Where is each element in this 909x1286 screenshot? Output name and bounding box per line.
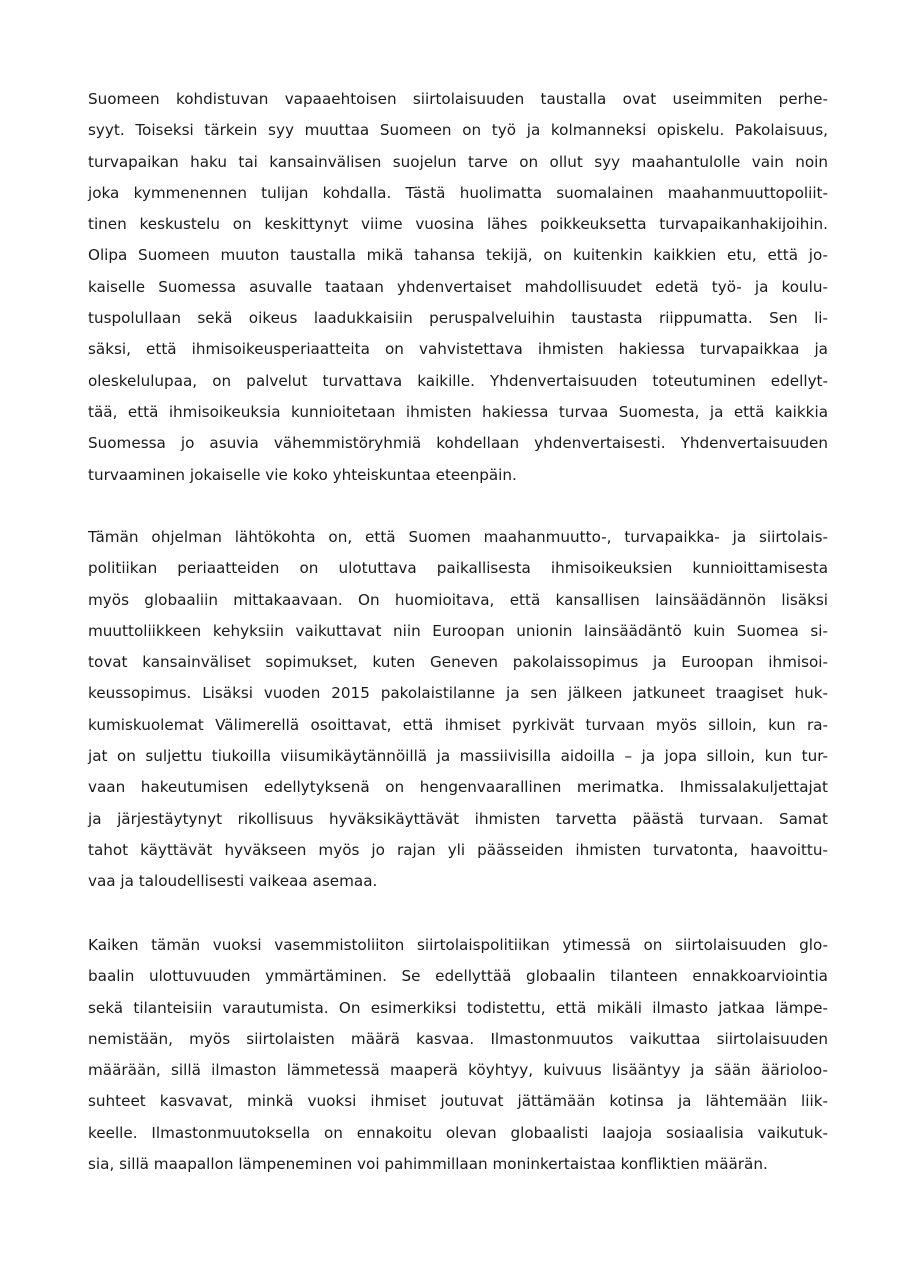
text-line: myös globaaliin mittakaavaan. On huomioitava, että kansallisen lainsäädännön lisäksi [88,590,828,609]
text-line: kumiskuolemat Välimerellä osoittavat, että ihmiset pyrkivät turvaan myös silloin, kun ra- [88,715,828,734]
text-line: määrään, sillä ilmaston lämmetessä maaperä köyhtyy, kuivuus lisääntyy ja sään äärioloo- [88,1061,828,1080]
text-line: sia, sillä maapallon lämpeneminen voi pahimmillaan moninkertaistaa konfliktien määrän. [88,1155,768,1174]
text-line: sekä tilanteisiin varautumista. On esimerkiksi todistettu, että mikäli ilmasto jatkaa lämpe- [88,998,828,1017]
text-line: ja järjestäytynyt rikollisuus hyväksikäyttävät ihmisten tarvetta päästä turvaan. Samat [88,809,828,828]
paragraph-3 [88,930,828,1180]
text-line: Tämän ohjelman lähtökohta on, että Suomen maahanmuutto-, turvapaikka- ja siirtolais- [88,528,828,546]
text-line: tää, että ihmisoikeuksia kunnioitetaan ihmisten hakiessa turvaa Suomesta, ja että kaikkia [88,402,828,421]
text-line: Olipa Suomeen muuton taustalla mikä tahansa tekijä, on kuitenkin kaikkien etu, että jo- [88,246,828,265]
text-line: Suomeen kohdistuvan vapaaehtoisen siirtolaisuuden taustalla ovat useimmiten perhe- [88,90,828,108]
text-line: Suomessa jo asuvia vähemmistöryhmiä kohdellaan yhdenvertaisesti. Yhdenvertaisuuden [88,434,828,453]
text-line: säksi, että ihmisoikeusperiaatteita on vahvistettava ihmisten hakiessa turvapaikkaa ja [88,340,828,359]
text-line: tuspolullaan sekä oikeus laadukkaisiin peruspalveluihin taustasta riippumatta. Sen li- [88,309,828,328]
text-line: tahot käyttävät hyväkseen myös jo rajan yli päässeiden ihmisten turvatonta, haavoittu- [88,840,828,859]
text-line: syyt. Toiseksi tärkein syy muuttaa Suomeen on työ ja kolmanneksi opiskelu. Pakolaisuus, [88,121,828,140]
text-line: keussopimus. Lisäksi vuoden 2015 pakolaistilanne ja sen jälkeen jatkuneet traagiset huk- [88,684,828,703]
text-line: jat on suljettu tiukoilla viisumikäytännöillä ja massiivisilla aidoilla – ja jopa silloin, kun tur- [88,747,828,766]
text-line: Kaiken tämän vuoksi vasemmistoliiton siirtolaispolitiikan ytimessä on siirtolaisuuden glo- [88,936,828,954]
paragraph-2 [88,522,828,898]
text-line: politiikan periaatteiden on ulotuttava paikallisesta ihmisoikeuksien kunnioittamisesta [88,559,828,578]
text-line: joka kymmenennen tulijan kohdalla. Tästä huolimatta suomalainen maahanmuuttopoliit- [88,183,828,202]
text-line: vaan hakeutumisen edellytyksenä on hengenvaarallinen merimatka. Ihmissalakuljettajat [88,778,828,797]
text-line: nemistään, myös siirtolaisten määrä kasvaa. Ilmastonmuutos vaikuttaa siirtolaisuuden [88,1029,828,1048]
text-line: turvapaikan haku tai kansainvälisen suojelun tarve on ollut syy maahantulolle vain noin [88,152,828,171]
text-line: tovat kansainväliset sopimukset, kuten Geneven pakolaissopimus ja Euroopan ihmisoi- [88,653,828,672]
text-line: oleskelulupaa, on palvelut turvattava kaikille. Yhdenvertaisuuden toteutuminen edellyt- [88,371,828,390]
paragraph-1 [88,84,828,491]
text-line: suhteet kasvavat, minkä vuoksi ihmiset joutuvat jättämään kotinsa ja lähtemään liik- [88,1092,828,1111]
text-line: kaiselle Suomessa asuvalle taataan yhdenvertaiset mahdollisuudet edetä työ- ja koulu- [88,277,828,296]
text-line: muuttoliikkeen kehyksiin vaikuttavat niin Euroopan unionin lainsäädäntö kuin Suomea si- [88,621,828,640]
text-line: vaa ja taloudellisesti vaikeaa asemaa. [88,872,378,891]
text-line: baalin ulottuvuuden ymmärtäminen. Se edellyttää globaalin tilanteen ennakkoarviointia [88,967,828,986]
text-line: keelle. Ilmastonmuutoksella on ennakoitu olevan globaalisti laajoja sosiaalisia vaikutuk- [88,1123,828,1142]
text-line: tinen keskustelu on keskittynyt viime vuosina lähes poikkeuksetta turvapaikanhakijoihin. [88,215,828,234]
text-line: turvaaminen jokaiselle vie koko yhteiskuntaa eteenpäin. [88,465,517,484]
